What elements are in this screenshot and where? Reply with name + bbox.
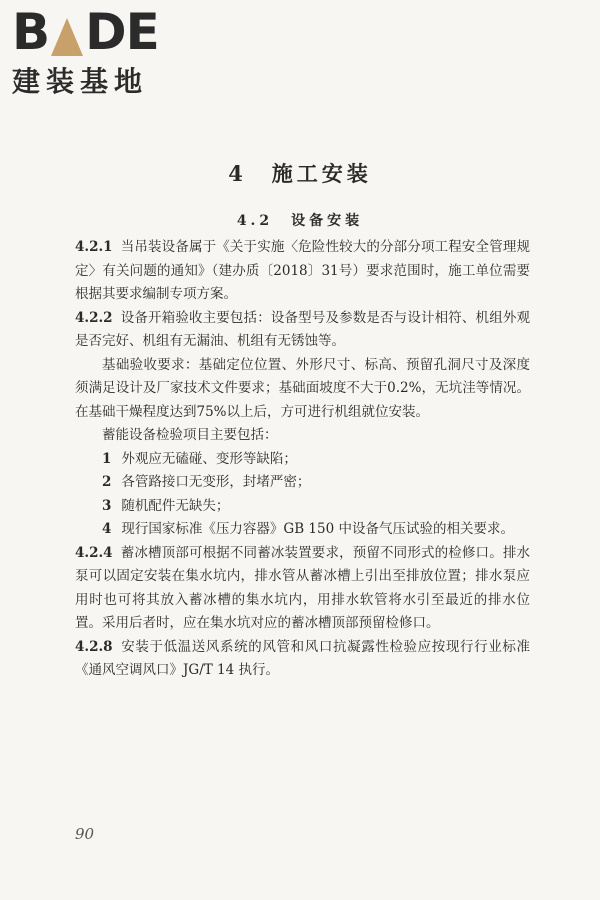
- list-item: [75, 471, 530, 495]
- clause-number: 4.2.8: [75, 638, 113, 655]
- clause-number: 4.2.2: [75, 309, 113, 326]
- clause-text: 蓄冰槽顶部可根据不同蓄冰装置要求，预留不同形式的检修口。排水泵可以固定安装在集水坑内，排水管从蓄冰槽上引出至排放位置；排水泵应用时也可将其放入蓄冰槽的集水坑内，用排水软管将水引至最近的排水位置。采用后者时，应在集水坑对应的蓄冰槽顶部预留检修口。: [75, 544, 530, 631]
- storage-intro-paragraph: 蓄能设备检验项目主要包括：: [102, 427, 278, 443]
- clause-4-2-4: [75, 542, 530, 636]
- list-item: [75, 518, 530, 542]
- list-item-text: 各管路接口无变形，封堵严密；: [121, 474, 311, 490]
- list-item-number: 2: [102, 474, 112, 490]
- clause-number: 4.2.4: [75, 544, 113, 561]
- logo-letter-b: B: [12, 3, 50, 61]
- list-item-text: 现行国家标准《压力容器》GB 150 中设备气压试验的相关要求。: [121, 521, 514, 537]
- list-item: [75, 448, 530, 472]
- foundation-paragraph: 基础验收要求：基础定位位置、外形尺寸、标高、预留孔洞尺寸及深度须满足设计及厂家技术文件要求；基础面坡度不大于0.2%，无坑洼等情况。在基础干燥程度达到75%以上后，方可进行机组就位安装。: [75, 356, 530, 420]
- clause-text: 安装于低温送风系统的风管和风口抗凝露性检验应按现行行业标准《通风空调风口》JG/T 14 执行。: [75, 638, 530, 678]
- clause-4-2-1: [75, 236, 530, 307]
- logo-subtitle: 建装基地: [12, 65, 149, 98]
- chapter-title: 4 施工安装: [228, 161, 372, 186]
- page-number: 90: [75, 825, 95, 843]
- logo-letters-de: DE: [85, 3, 159, 61]
- list-item-text: 外观应无磕碰、变形等缺陷；: [121, 450, 297, 467]
- clause-text: 当吊装设备属于《关于实施〈危险性较大的分部分项工程安全管理规定〉有关问题的通知》（建办质〔2018〕31号）要求范围时，施工单位需要根据其要求编制专项方案。: [75, 239, 530, 302]
- logo-triangle-a: [50, 16, 84, 58]
- list-item-number: 4: [102, 521, 112, 537]
- brand-logo: [12, 3, 159, 100]
- clause-text: 设备开箱验收主要包括：设备型号及参数是否与设计相符、机组外观是否完好、机组有无漏油、机组有无锈蚀等。: [75, 309, 530, 349]
- section-title: 4.2 设备安装: [236, 213, 364, 229]
- list-item-number: 1: [102, 450, 112, 467]
- list-item: [75, 495, 530, 519]
- list-item-number: 3: [102, 497, 112, 514]
- clause-4-2-2: [75, 307, 530, 354]
- clause-number: 4.2.1: [75, 239, 113, 255]
- clause-4-2-8: [75, 636, 530, 683]
- logo-wordmark: [12, 3, 159, 61]
- document-body: [75, 236, 530, 683]
- list-item-text: 随机配件无缺失；: [121, 497, 230, 514]
